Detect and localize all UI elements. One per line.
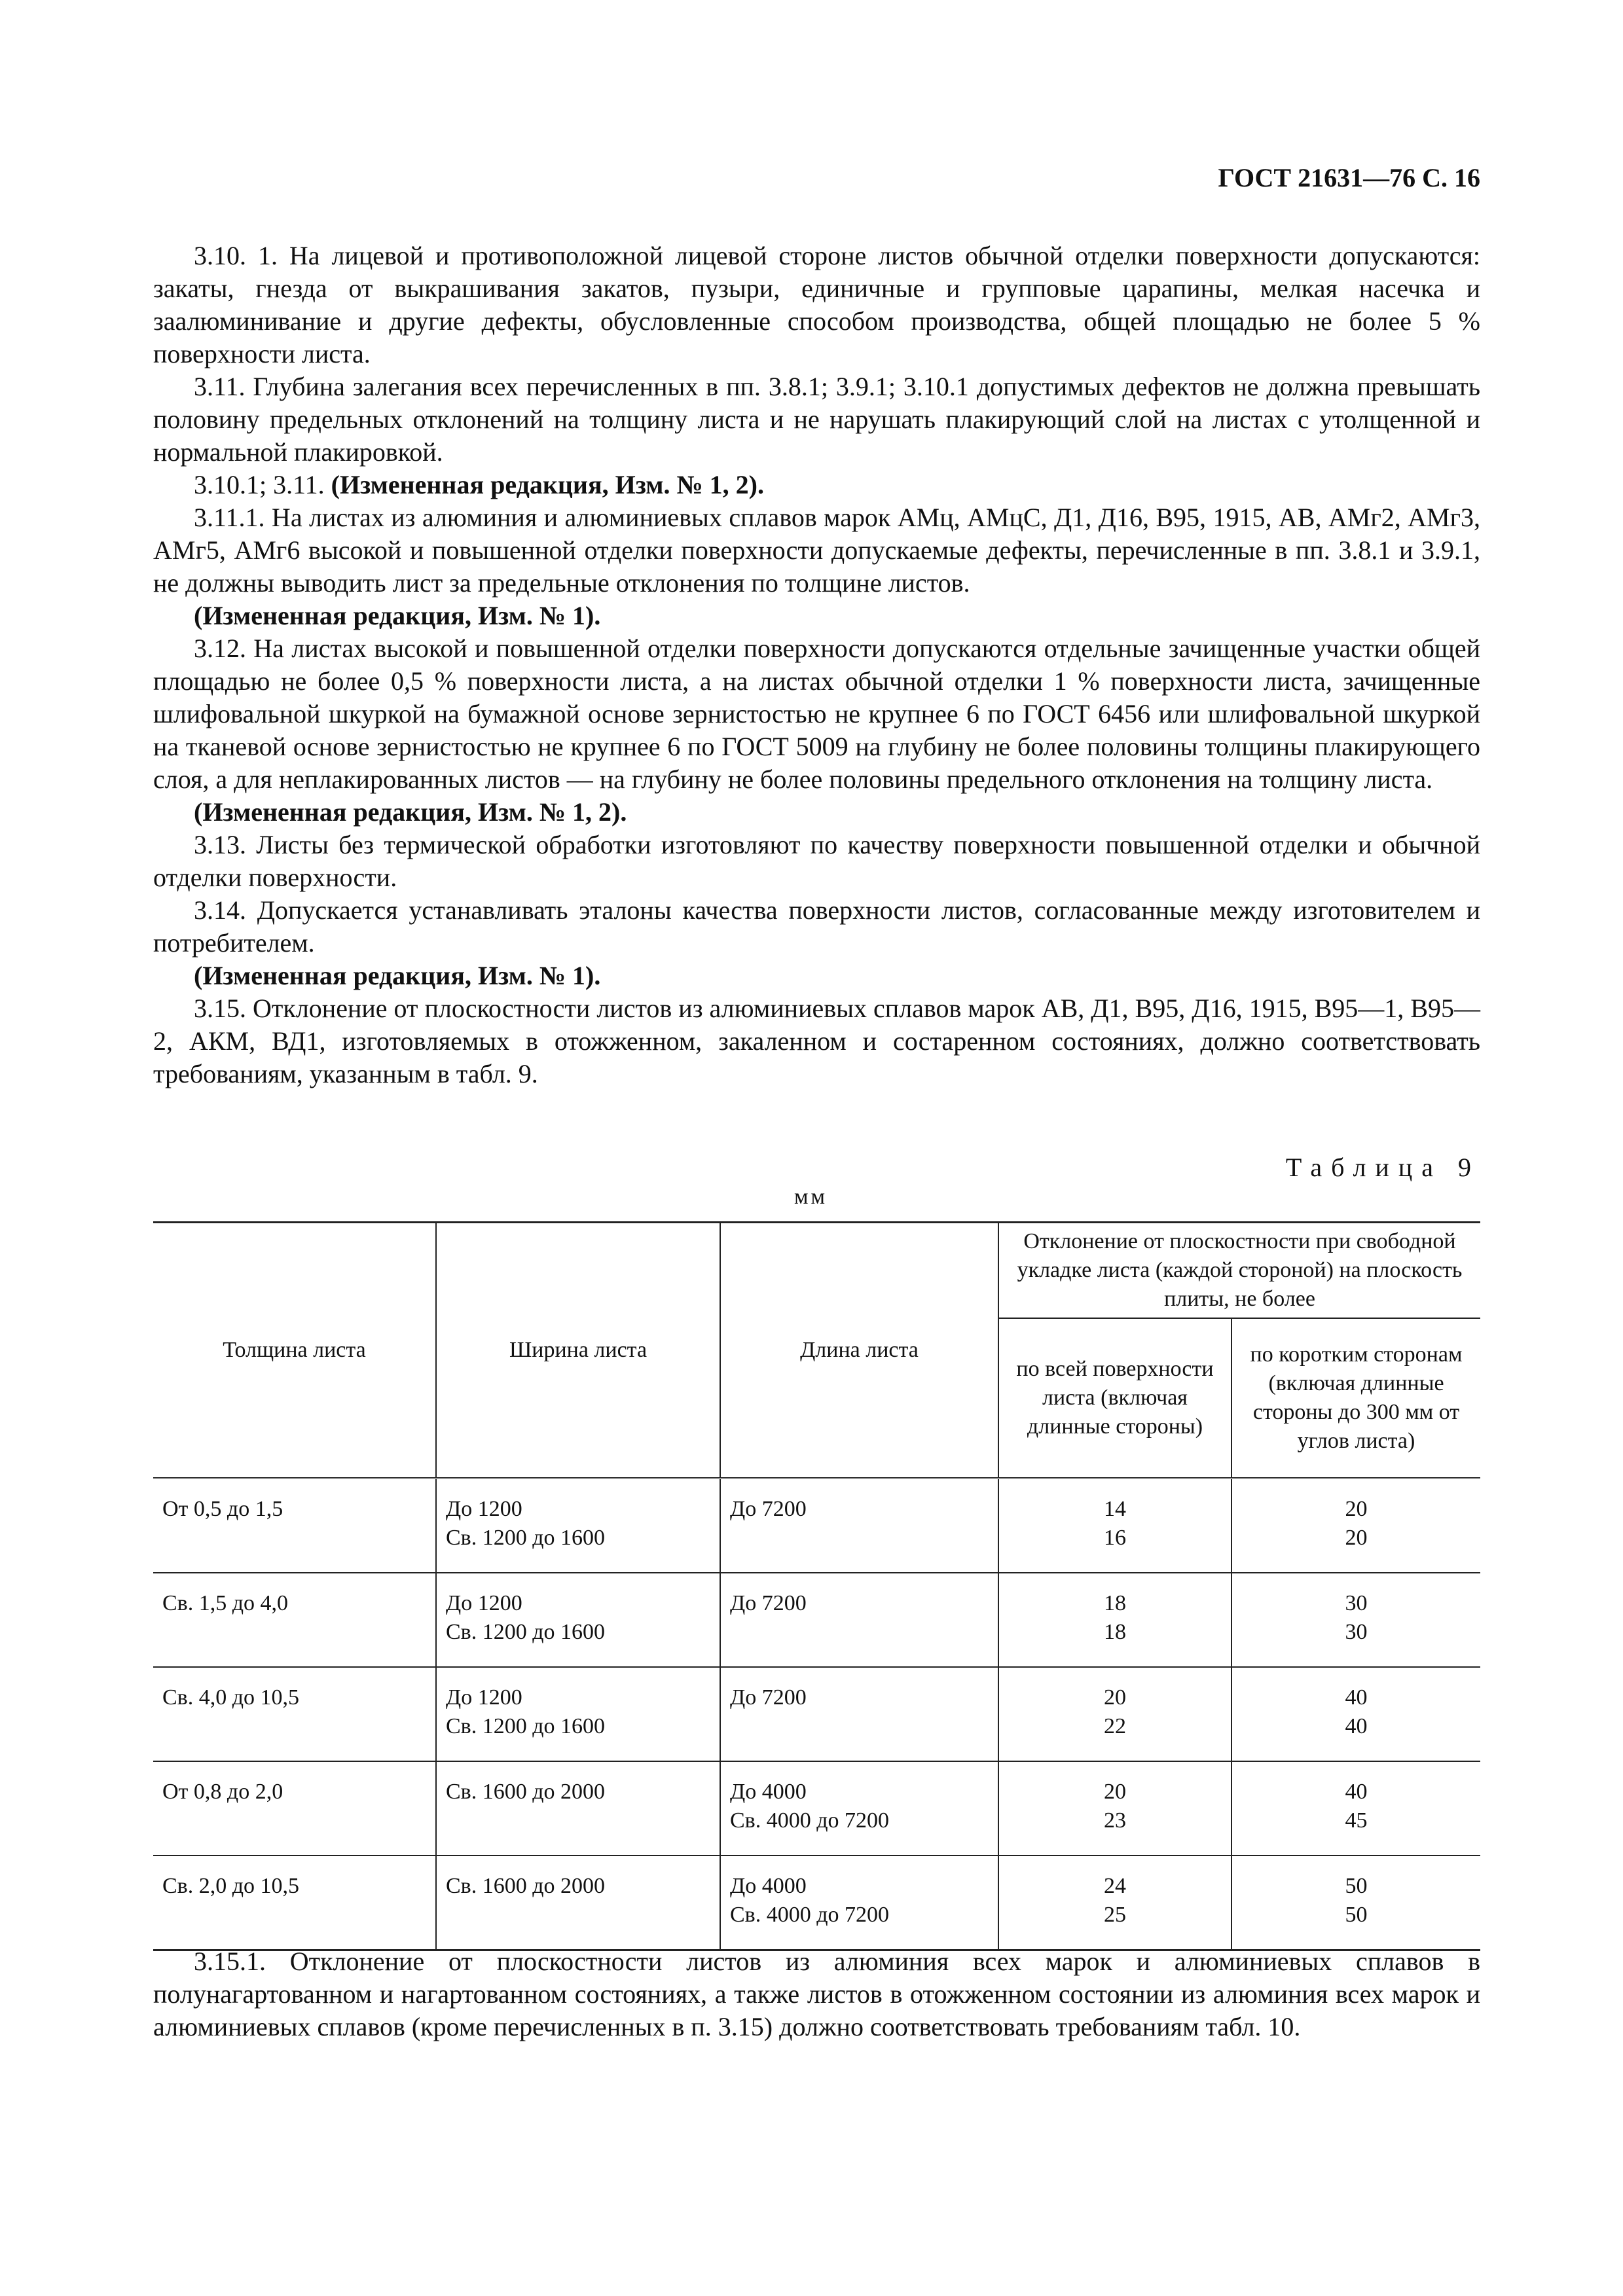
cell-short [1231, 1761, 1480, 1856]
cell-whole [998, 1761, 1231, 1856]
document-body [153, 240, 1480, 1090]
paragraph: 3.12. На листах высокой и повышенной отделки поверхности допускаются отдельные зачищенные участки общей площадью не более 0,5 % поверхности листа, а на листах обычной отделки 1 % поверхности листа, зачищенные шлифовальной шкуркой на бумажной основе зернистостью не крупнее 6 по ГОСТ 6456 или шлифовальной шкуркой на тканевой основе зернистостью не крупнее 6 по ГОСТ 5009 на глубину не более половины толщины плакирующего слоя, а для неплакированных листов — на глубину не более половины предельного отклонения на толщину листа. [153, 634, 1480, 794]
cell-width-line: Св. 1200 до 1600 [446, 1620, 606, 1644]
cell-width [436, 1479, 720, 1573]
cell-length [720, 1479, 998, 1573]
table-row [153, 1856, 1480, 1950]
paragraph: 3.15. Отклонение от плоскостности листов из алюминиевых сплавов марок АВ, Д1, В95, Д16, 1915, В95—1, В95—2, АКМ, ВД1, изготовляемых в отожженном, закаленном и состаренном состояниях, должно соответствовать требованиям, указанным в табл. 9. [153, 994, 1480, 1088]
cell-whole [998, 1667, 1231, 1761]
cell-length-line: Св. 4000 до 7200 [730, 1903, 890, 1927]
cell-whole-line: 20 [1104, 1685, 1126, 1710]
cell-whole-line: 25 [1104, 1903, 1126, 1927]
cell-whole-line: 14 [1104, 1497, 1126, 1521]
cell-short-line: 50 [1345, 1874, 1368, 1898]
cell-width-line: Св. 1600 до 2000 [446, 1780, 606, 1804]
cell-whole-line: 16 [1104, 1526, 1126, 1550]
cell-width-line: До 1200 [446, 1685, 522, 1710]
cell-thickness: Св. 2,0 до 10,5 [153, 1856, 436, 1950]
table-row [153, 1667, 1480, 1761]
cell-short-line: 40 [1345, 1685, 1368, 1710]
cell-width [436, 1856, 720, 1950]
cell-whole-line: 23 [1104, 1808, 1126, 1833]
cell-width [436, 1667, 720, 1761]
page-header: ГОСТ 21631—76 С. 16 [1218, 163, 1480, 192]
cell-width-line: До 1200 [446, 1591, 522, 1615]
cell-width-line: Св. 1200 до 1600 [446, 1714, 606, 1738]
header-thickness: Толщина листа [153, 1223, 436, 1479]
after-table-text [153, 1945, 1480, 2043]
table-row [153, 1479, 1480, 1573]
cell-length-line: До 4000 [730, 1780, 807, 1804]
cell-length-line: До 7200 [730, 1591, 807, 1615]
cell-width-line: Св. 1200 до 1600 [446, 1526, 606, 1550]
header-short-sides: по коротким сторонам (включая длинные стороны до 300 мм от углов листа) [1231, 1318, 1480, 1479]
paragraph: 3.11. Глубина залегания всех перечисленных в пп. 3.8.1; 3.9.1; 3.10.1 допустимых дефектов не должна превышать половину предельных отклонений на толщину листа и не нарушать плакирующий слой на листах с утолщенной и нормальной плакировкой. [153, 372, 1480, 467]
cell-short [1231, 1667, 1480, 1761]
paragraph: 3.15.1. Отклонение от плоскостности листов из алюминия всех марок и алюминиевых сплавов в полунагартованном и нагартованном состояниях, а также листов в отожженном состоянии из алюминия всех марок и алюминиевых сплавов (кроме перечисленных в п. 3.15) должно соответствовать требованиям табл. 10. [153, 1946, 1480, 2041]
cell-whole-line: 22 [1104, 1714, 1126, 1738]
data-table [153, 1221, 1480, 1951]
cell-whole [998, 1479, 1231, 1573]
header-deviation: Отклонение от плоскостности при свободной укладке листа (каждой стороной) на плоскость плиты, не более [998, 1223, 1480, 1319]
cell-whole-line: 18 [1104, 1591, 1126, 1615]
cell-width [436, 1573, 720, 1667]
cell-short-line: 50 [1345, 1903, 1368, 1927]
cell-whole-line: 24 [1104, 1874, 1126, 1898]
amendment-note: (Измененная редакция, Изм. № 1). [194, 961, 601, 990]
cell-whole-line: 18 [1104, 1620, 1126, 1644]
cell-length-line: До 7200 [730, 1685, 807, 1710]
cell-length-line: До 7200 [730, 1497, 807, 1521]
paragraph [153, 469, 1480, 501]
amendment-note: (Измененная редакция, Изм. № 1, 2). [331, 470, 764, 499]
cell-thickness: От 0,8 до 2,0 [153, 1761, 436, 1856]
cell-length [720, 1761, 998, 1856]
cell-short-line: 20 [1345, 1526, 1368, 1550]
paragraph-prefix: 3.10.1; 3.11. [194, 470, 331, 499]
cell-width-line: Св. 1600 до 2000 [446, 1874, 606, 1898]
amendment-note: (Измененная редакция, Изм. № 1). [194, 601, 601, 630]
cell-thickness: Св. 4,0 до 10,5 [153, 1667, 436, 1761]
cell-length [720, 1667, 998, 1761]
cell-short-line: 30 [1345, 1591, 1368, 1615]
table-row [153, 1573, 1480, 1667]
cell-length-line: До 4000 [730, 1874, 807, 1898]
cell-length-line: Св. 4000 до 7200 [730, 1808, 890, 1833]
cell-width [436, 1761, 720, 1856]
cell-whole [998, 1856, 1231, 1950]
cell-length [720, 1856, 998, 1950]
cell-thickness: Св. 1,5 до 4,0 [153, 1573, 436, 1667]
table-body [153, 1479, 1480, 1950]
table-row [153, 1761, 1480, 1856]
cell-thickness: От 0,5 до 1,5 [153, 1479, 436, 1573]
cell-length [720, 1573, 998, 1667]
paragraph: 3.14. Допускается устанавливать эталоны качества поверхности листов, согласованные между изготовителем и потребителем. [153, 895, 1480, 958]
cell-short-line: 45 [1345, 1808, 1368, 1833]
paragraph: 3.10. 1. На лицевой и противоположной лицевой стороне листов обычной отделки поверхности допускаются: закаты, гнезда от выкрашивания закатов, пузыри, единичные и групповые царапины, мелкая насечка и заалюминивание и другие дефекты, обусловленные способом производства, общей площадью не более 5 % поверхности листа. [153, 241, 1480, 368]
cell-whole-line: 20 [1104, 1780, 1126, 1804]
paragraph: 3.11.1. На листах из алюминия и алюминиевых сплавов марок АМц, АМцС, Д1, Д16, В95, 1915, АВ, АМг2, АМг3, АМг5, АМг6 высокой и повышенной отделки поверхности допускаемые дефекты, перечисленные в пп. 3.8.1 и 3.9.1, не должны выводить лист за предельные отклонения по толщине листов. [153, 503, 1480, 598]
header-length: Длина листа [720, 1223, 998, 1479]
cell-width-line: До 1200 [446, 1497, 522, 1521]
cell-short [1231, 1479, 1480, 1573]
cell-short [1231, 1573, 1480, 1667]
cell-whole [998, 1573, 1231, 1667]
cell-short-line: 40 [1345, 1714, 1368, 1738]
cell-short-line: 40 [1345, 1780, 1368, 1804]
cell-short-line: 30 [1345, 1620, 1368, 1644]
table-caption: Таблица 9 [1285, 1153, 1480, 1182]
cell-short [1231, 1856, 1480, 1950]
paragraph: 3.13. Листы без термической обработки изготовляют по качеству поверхности повышенной отделки и обычной отделки поверхности. [153, 830, 1480, 892]
amendment-note: (Измененная редакция, Изм. № 1, 2). [194, 797, 627, 827]
header-width: Ширина листа [436, 1223, 720, 1479]
header-whole-surface: по всей поверхности листа (включая длинные стороны) [998, 1318, 1231, 1479]
table-unit: мм [794, 1185, 828, 1209]
cell-short-line: 20 [1345, 1497, 1368, 1521]
